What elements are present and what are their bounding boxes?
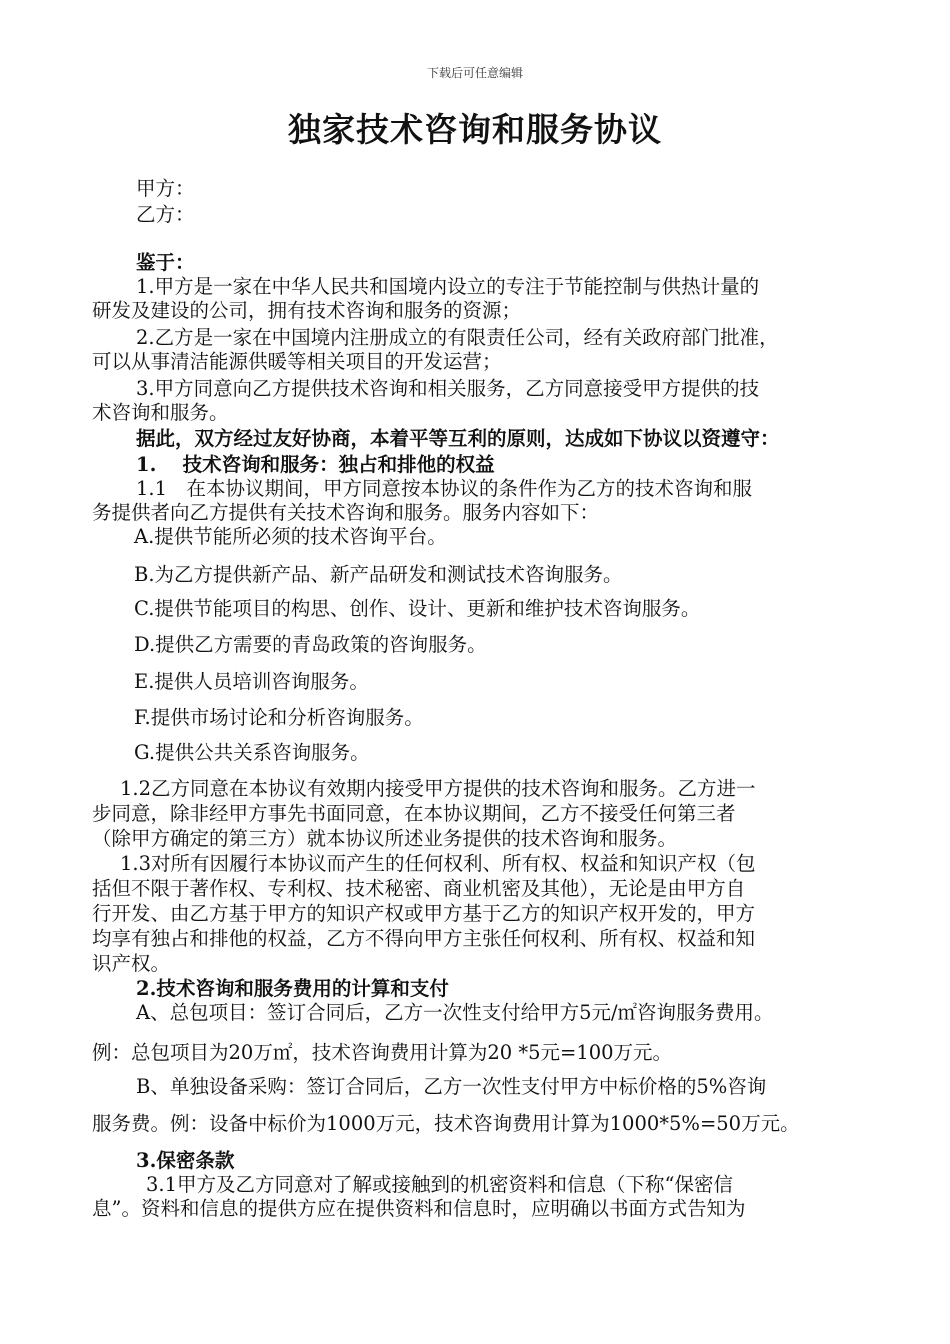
clause-1-3-line-5: 识产权。	[92, 952, 171, 975]
recital-1-line-1: 1.甲方是一家在中华人民共和国境内设立的专注于节能控制与供热计量的	[136, 275, 760, 298]
recital-2-line-1: 2.乙方是一家在中国境内注册成立的有限责任公司，经有关政府部门批准，	[136, 326, 779, 349]
service-item-a: A.提供节能所必须的技术咨询平台。	[134, 525, 447, 548]
service-item-g: G.提供公共关系咨询服务。	[134, 741, 370, 764]
document-title: 独家技术咨询和服务协议	[288, 110, 662, 149]
service-item-f: F.提供市场讨论和分析咨询服务。	[134, 706, 424, 729]
section-2-heading: 2.技术咨询和服务费用的计算和支付	[136, 977, 449, 1000]
agreement-preamble: 据此，双方经过友好协商，本着平等互利的原则，达成如下协议以资遵守：	[136, 427, 780, 450]
clause-3-1-line-1: 3.1甲方及乙方同意对了解或接触到的机密资料和信息（下称“保密信	[146, 1173, 733, 1196]
recital-1-line-2: 研发及建设的公司，拥有技术咨询和服务的资源；	[92, 299, 522, 322]
clause-1-3-line-2: 括但不限于著作权、专利权、技术秘密、商业机密及其他），无论是由甲方自	[92, 877, 746, 900]
service-item-b: B.为乙方提供新产品、新产品研发和测试技术咨询服务。	[134, 563, 623, 586]
clause-3-1-line-2: 息”。资料和信息的提供方应在提供资料和信息时，应明确以书面方式告知为	[92, 1197, 746, 1220]
recital-2-line-2: 可以从事清洁能源供暖等相关项目的开发运营；	[92, 350, 502, 373]
header-note: 下载后可任意编辑	[426, 66, 523, 80]
clause-1-1-line-2: 务提供者向乙方提供有关技术咨询和服务。服务内容如下：	[92, 501, 600, 524]
fee-item-b-line-2: 服务费。例：设备中标价为1000万元，技术咨询费用计算为1000*5%=50万元。	[92, 1112, 800, 1135]
clause-1-2-line-2: 步同意，除非经甲方事先书面同意，在本协议期间，乙方不接受任何第三者	[92, 802, 736, 825]
party-a-label: 甲方：	[136, 177, 195, 200]
recital-3-line-2: 术咨询和服务。	[92, 401, 229, 424]
clause-1-2-line-3: （除甲方确定的第三方）就本协议所述业务提供的技术咨询和服务。	[92, 827, 678, 850]
section-1-heading: 1. 技术咨询和服务：独占和排他的权益	[136, 453, 495, 476]
section-3-heading: 3.保密条款	[136, 1149, 235, 1172]
fee-item-b-line-1: B、单独设备采购：签订合同后，乙方一次性支付甲方中标价格的5%咨询	[136, 1075, 767, 1098]
clause-1-3-line-3: 行开发、由乙方基于甲方的知识产权或甲方基于乙方的知识产权开发的，甲方	[92, 902, 756, 925]
whereas-heading: 鉴于：	[136, 251, 195, 274]
clause-1-3-line-4: 均享有独占和排他的权益，乙方不得向甲方主张任何权利、所有权、权益和知	[92, 927, 756, 950]
service-item-e: E.提供人员培训咨询服务。	[134, 670, 369, 693]
service-item-d: D.提供乙方需要的青岛政策的咨询服务。	[134, 633, 487, 656]
party-b-label: 乙方：	[136, 203, 195, 226]
clause-1-3-line-1: 1.3对所有因履行本协议而产生的任何权利、所有权、权益和知识产权（包	[120, 852, 756, 875]
clause-1-1-line-1: 1.1 在本协议期间，甲方同意按本协议的条件作为乙方的技术咨询和服	[136, 477, 753, 500]
clause-1-2-line-1: 1.2乙方同意在本协议有效期内接受甲方提供的技术咨询和服务。乙方进一	[120, 777, 756, 800]
fee-item-a-line-1: A、总包项目：签订合同后，乙方一次性支付给甲方5元/㎡咨询服务费用。	[136, 1001, 774, 1024]
fee-item-a-line-2: 例：总包项目为20万㎡，技术咨询费用计算为20 *5元=100万元。	[92, 1041, 673, 1064]
recital-3-line-1: 3.甲方同意向乙方提供技术咨询和相关服务，乙方同意接受甲方提供的技	[136, 377, 760, 400]
service-item-c: C.提供节能项目的构思、创作、设计、更新和维护技术咨询服务。	[134, 597, 701, 620]
